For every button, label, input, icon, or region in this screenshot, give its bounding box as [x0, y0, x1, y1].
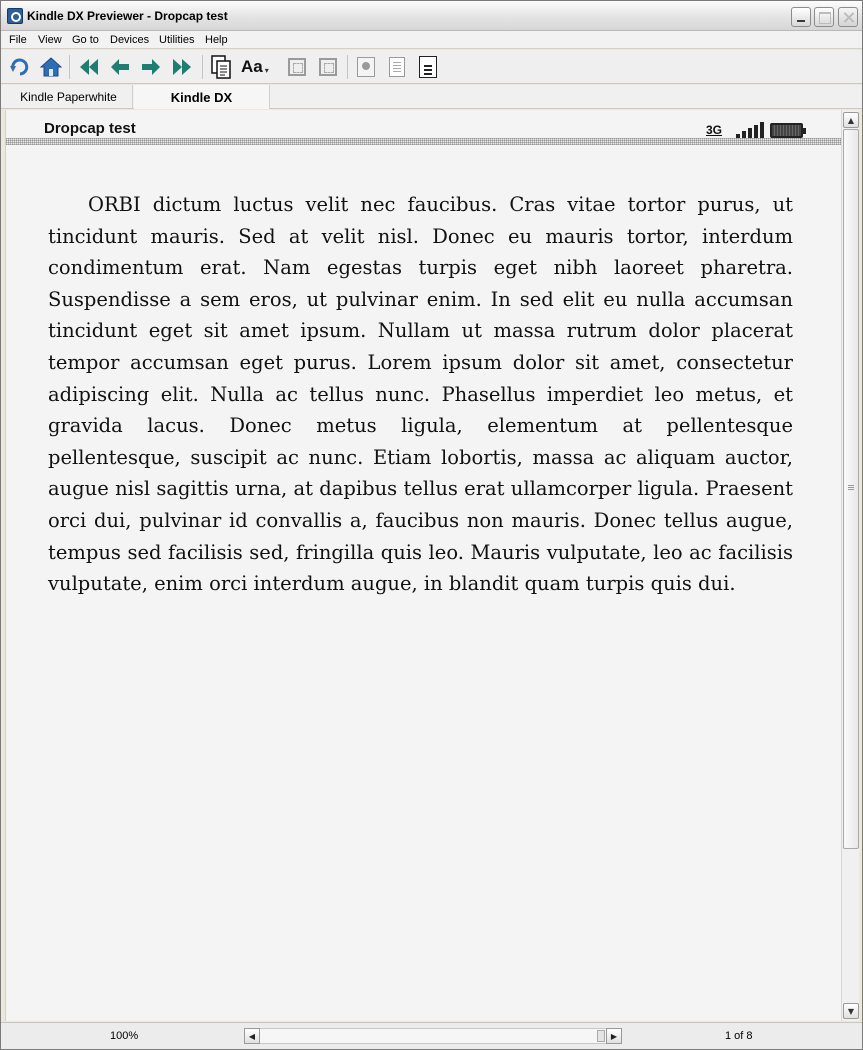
font-size-button[interactable] — [241, 55, 281, 79]
book-page[interactable] — [5, 110, 841, 1021]
book-header — [6, 110, 842, 146]
network-3g-icon: 3G — [706, 123, 723, 137]
toolbar-separator — [69, 55, 70, 79]
user-button[interactable] — [354, 55, 378, 79]
rotate-icon — [9, 56, 31, 78]
horizontal-scrollbar[interactable] — [244, 1028, 622, 1044]
menu-utilities[interactable]: Utilities — [159, 34, 195, 46]
signal-strength-icon — [736, 122, 766, 138]
menu-devices[interactable]: Devices — [110, 34, 150, 46]
tab-kindle-paperwhite[interactable] — [5, 85, 133, 109]
full-screen-icon — [319, 58, 337, 76]
tab-label: Kindle Paperwhite — [20, 90, 117, 104]
scroll-up-button[interactable]: ▲ — [843, 112, 859, 128]
menu-goto[interactable]: Go to — [72, 34, 99, 46]
first-page-icon — [77, 57, 101, 77]
fit-frame-icon — [288, 58, 306, 76]
toolbar-separator — [202, 55, 203, 79]
next-page-icon — [140, 57, 162, 77]
menu-file[interactable]: File — [9, 34, 27, 46]
app-icon[interactable] — [7, 8, 23, 24]
page-indicator: 1 of 8 — [725, 1030, 753, 1042]
last-page-button[interactable] — [170, 55, 194, 79]
close-button[interactable] — [838, 7, 858, 27]
previous-page-icon — [109, 57, 131, 77]
full-screen-button[interactable] — [316, 55, 340, 79]
menu-bar — [1, 31, 862, 49]
home-icon — [40, 56, 62, 78]
scroll-left-button[interactable]: ◀ — [244, 1028, 260, 1044]
scroll-down-button[interactable]: ▼ — [843, 1003, 859, 1019]
previous-page-button[interactable] — [108, 55, 132, 79]
toc-icon — [210, 55, 232, 79]
user-icon — [357, 57, 375, 77]
scroll-thumb[interactable] — [843, 129, 859, 849]
maximize-button[interactable] — [814, 7, 834, 27]
home-button[interactable] — [39, 55, 63, 79]
last-page-icon — [170, 57, 194, 77]
status-bar — [1, 1022, 862, 1049]
title-bar[interactable] — [1, 1, 862, 31]
tab-label: Kindle DX — [170, 89, 233, 105]
page-view-icon — [389, 57, 405, 77]
header-divider — [6, 138, 842, 145]
toc-button[interactable] — [209, 55, 233, 79]
device-view-icon — [419, 56, 437, 78]
first-page-button[interactable] — [77, 55, 101, 79]
zoom-level: 100% — [110, 1030, 139, 1042]
toolbar-separator — [347, 55, 348, 79]
menu-view[interactable]: View — [38, 34, 62, 46]
page-view-button[interactable] — [385, 55, 409, 79]
next-page-button[interactable] — [139, 55, 163, 79]
fit-frame-button[interactable] — [285, 55, 309, 79]
device-tabs — [1, 85, 862, 109]
minimize-button[interactable] — [791, 7, 811, 27]
font-size-icon: Aa — [241, 57, 263, 76]
menu-help[interactable]: Help — [205, 34, 228, 46]
device-view-button[interactable] — [416, 55, 440, 79]
book-paragraph: ORBI dictum luctus velit nec faucibus. Cras vitae tortor purus, ut tincidunt mauris. Sed at velit nisl. Donec eu mauris tortor, interdum condimentum erat. Nam egestas turpis eget nibh laoreet pharetra. Suspendisse a sem eros, ut pulvinar enim. In sed elit eu nulla accumsan tincidunt eget sit amet ipsum. Nullam ut massa rutrum dolor placerat tempor accumsan eget purus. Lorem ipsum dolor sit amet, consectetur adipiscing elit. Nulla ac tellus nunc. Phasellus imperdiet leo metus, et gravida lacus. Donec metus ligula, elementum at pellentesque pellentesque, suscipit ac nunc. Etiam lobortis, massa ac aliquam auctor, augue nisl sagittis urna, at dapibus tellus erat ullamcorper ligula. Praesent orci dui, pulvinar id convallis a, faucibus non mauris. Donec tellus augue, tempus sed facilisis sed, fringilla quis leo. Mauris vulputate, leo ac facilisis vulputate, enim orci interdum augue, in blandit quam turpis quis dui. — [48, 193, 793, 596]
tab-kindle-dx[interactable] — [134, 85, 270, 109]
vertical-scrollbar[interactable] — [841, 110, 859, 1021]
horizontal-scroll-thumb[interactable] — [597, 1030, 605, 1042]
chevron-down-icon: ▾ — [264, 65, 269, 75]
window-title: Kindle DX Previewer - Dropcap test — [27, 9, 228, 23]
book-title: Dropcap test — [44, 120, 136, 137]
toolbar — [1, 50, 862, 84]
rotate-button[interactable] — [8, 55, 32, 79]
battery-icon — [770, 123, 803, 138]
scroll-right-button[interactable]: ▶ — [606, 1028, 622, 1044]
